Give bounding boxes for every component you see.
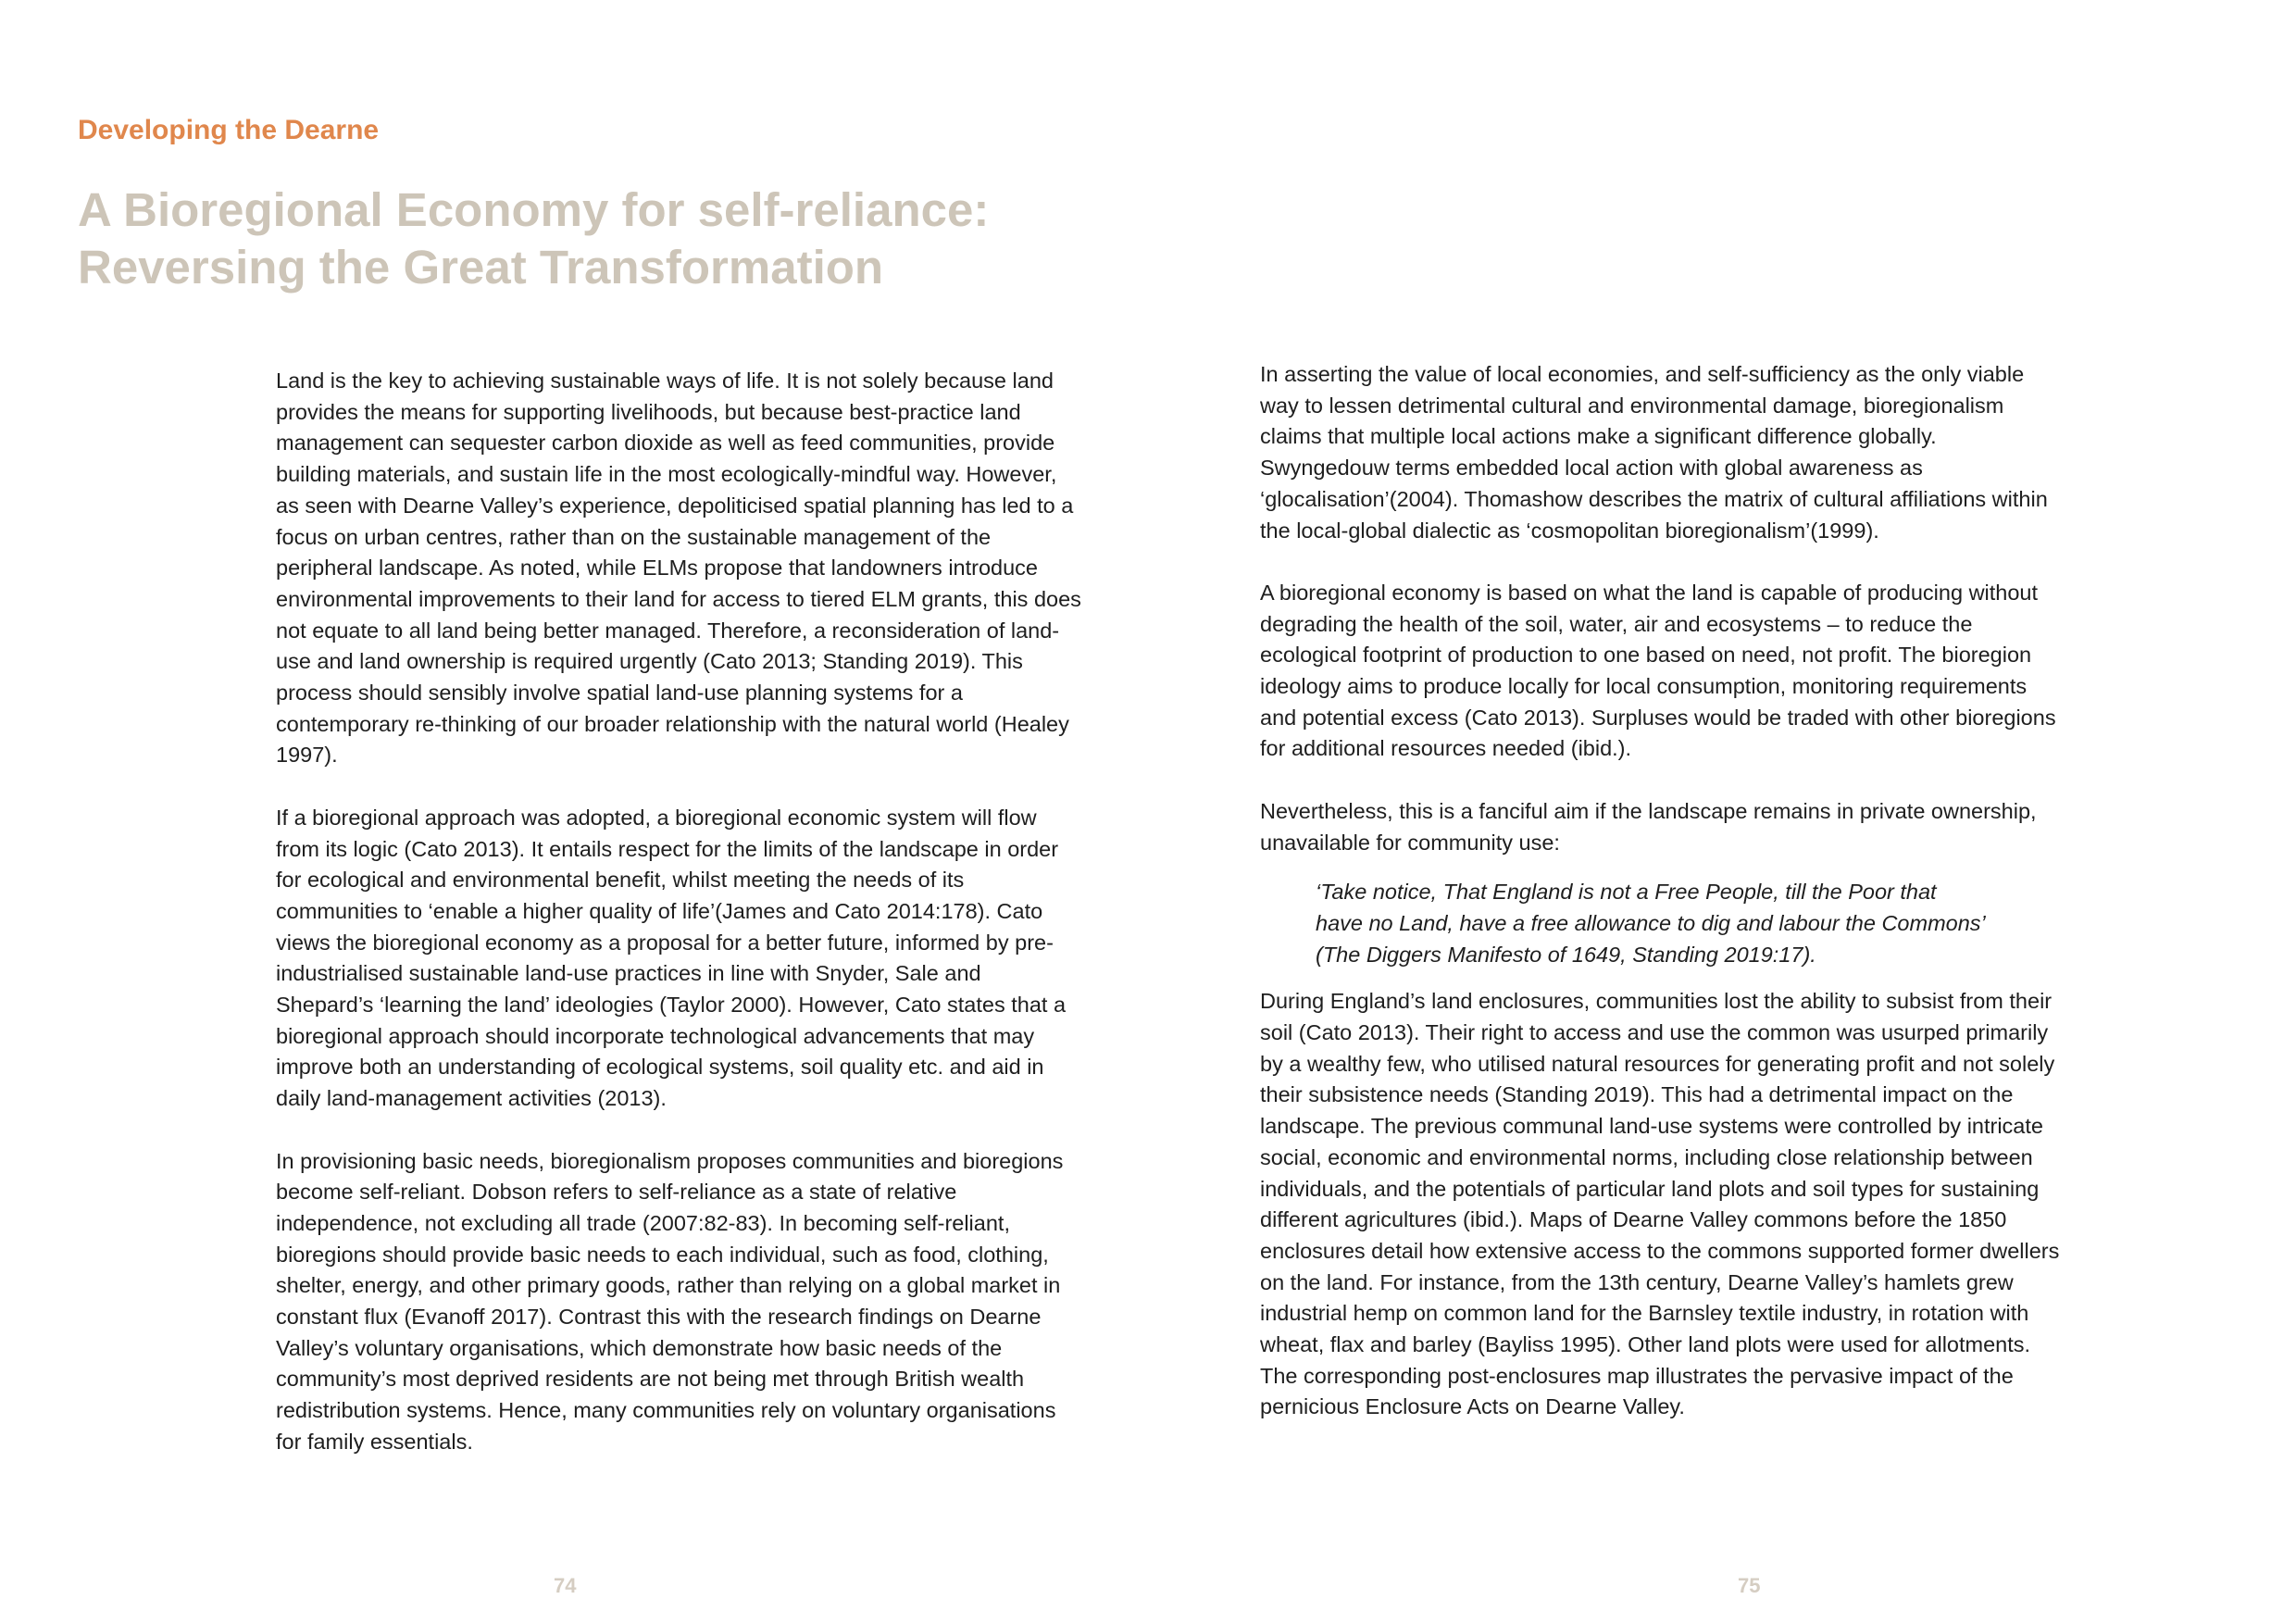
left-paragraph-1: Land is the key to achieving sustainable ways of life. It is not solely because land provides the means for supporting livelihoods, but because best-practice land management can sequester carbon dioxide as well as feed communities, provide building materials, and sustain life in the most ecologically-mindful way. However, as seen with Dearne Valley’s experience, depoliticised spatial planning has led to a focus on urban centres, rather than on the sustainable management of the peripheral landscape. As noted, while ELMs propose that landowners introduce environmental improvements to their land for access to tiered ELM grants, this does not equate to all land being better managed. Therefore, a reconsideration of land-use and land ownership is required urgently (Cato 2013; Standing 2019). This process should sensibly involve spatial land-use planning systems for a contemporary re-thinking of our broader relationship with the natural world (Healey 1997). bbox=[276, 369, 1081, 768]
left-paragraph-3: In provisioning basic needs, bioregionalism proposes communities and bioregions become self-reliant. Dobson refers to self-reliance as a state of relative independence, not excluding all trade (2007:82-83). In becoming self-reliant, bioregions should provide basic needs to each individual, such as food, clothing, shelter, energy, and other primary goods, rather than relying on a global market in constant flux (Evanoff 2017). Contrast this with the research findings on Dearne Valley’s voluntary organisations, which demonstrate how basic needs of the community’s most deprived residents are not being met through British wealth redistribution systems. Hence, many communities rely on voluntary organisations for family essentials. bbox=[276, 1148, 1064, 1454]
quote-line-1: ‘Take notice, That England is not a Free People, till the Poor that bbox=[1316, 880, 1937, 905]
left-paragraph-2: If a bioregional approach was adopted, a bioregional economic system will flow from its logic (Cato 2013). It entails respect for the limits of the landscape in order for ecological and environmental benefit, whilst meeting the needs of its communities to ‘enable a higher quality of life’(James and Cato 2014:178). Cato views the bioregional economy as a proposal for a better future, informed by pre-industrialised sustainable land-use practices in line with Snyder, Sale and Shepard’s ‘learning the land’ ideologies (Taylor 2000). However, Cato states that a bioregional approach should incorporate technological advancements that may improve both an understanding of ecological systems, soil quality etc. and aid in daily land-management activities (2013). bbox=[276, 805, 1067, 1111]
diggers-quote bbox=[1316, 877, 2065, 970]
quote-line-2: have no Land, have a free allowance to dig and labour the Commons’ bbox=[1316, 910, 1986, 935]
page-number-right: 75 bbox=[1738, 1574, 1761, 1597]
right-paragraph-1: In asserting the value of local economies, and self-sufficiency as the only viable way to lessen detrimental cultural and environmental damage, bioregionalism claims that multiple local actions make a significant difference globally. Swyngedouw terms embedded local action with global awareness as ‘glocalisation’(2004). Thomashow describes the matrix of cultural affiliations within the local-global dialectic as ‘cosmopolitan bioregionalism’(1999). bbox=[1260, 362, 2048, 543]
section-label: Developing the Dearne bbox=[78, 115, 380, 145]
right-column bbox=[1260, 359, 2065, 1455]
quote-citation: (The Diggers Manifesto of 1649, Standing 2019:17). bbox=[1316, 942, 1816, 967]
right-paragraph-3: Nevertheless, this is a fanciful aim if the landscape remains in private ownership, unavailable for community use: bbox=[1260, 798, 2037, 855]
page-title bbox=[78, 181, 1189, 296]
title-line-2: Reversing the Great Transformation bbox=[78, 241, 884, 294]
right-paragraph-4: During England’s land enclosures, communities lost the ability to subsist from their soil (Cato 2013). Their right to access and use the common was usurped primarily by a wealthy few, who utilised natural resources for generating profit and not solely their subsistence needs (Standing 2019). This had a detrimental impact on the landscape. The previous communal land-use systems were controlled by intricate social, economic and environmental norms, including close relationship between individuals, and the potentials of particular land plots and soil types for sustaining different agricultures (ibid.). Maps of Dearne Valley commons before the 1850 enclosures detail how extensive access to the commons supported former dwellers on the land. For instance, from the 13th century, Dearne Valley’s hamlets grew industrial hemp on common land for the Barnsley textile industry, in rotation with wheat, flax and barley (Bayliss 1995). Other land plots were used for allotments. The corresponding post-enclosures map illustrates the pervasive impact of the pernicious Enclosure Acts on Dearne Valley. bbox=[1260, 989, 2060, 1419]
right-paragraph-2: A bioregional economy is based on what the land is capable of producing without degrading the health of the soil, water, air and ecosystems – to reduce the ecological footprint of production to one based on need, not profit. The bioregion ideology aims to produce locally for local consumption, monitoring requirements and potential excess (Cato 2013). Surpluses would be traded with other bioregions for additional resources needed (ibid.). bbox=[1260, 580, 2056, 761]
page-number-left: 74 bbox=[554, 1574, 577, 1597]
title-line-1: A Bioregional Economy for self-reliance: bbox=[78, 183, 990, 236]
left-column bbox=[276, 366, 1081, 1489]
